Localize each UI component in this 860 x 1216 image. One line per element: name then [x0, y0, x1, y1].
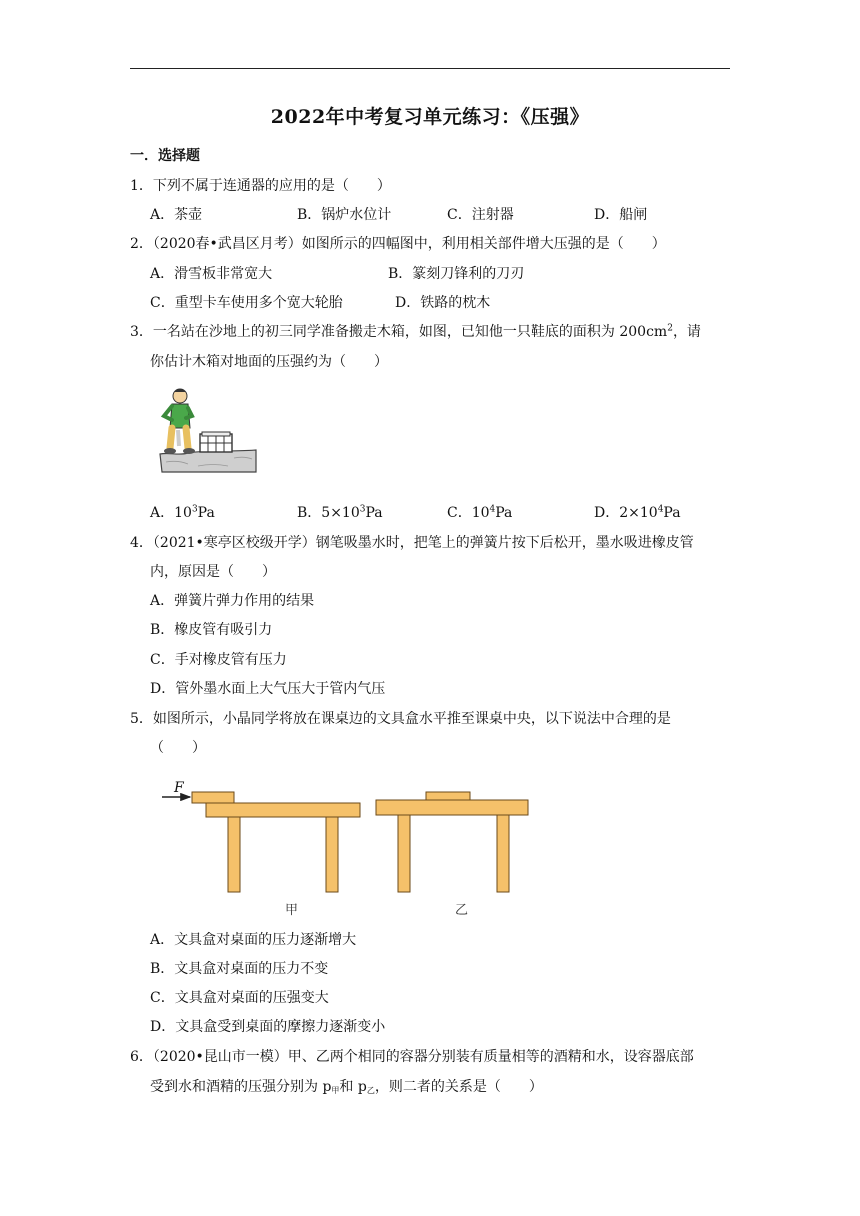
q6-stem-text-c: ，则二者的关系是（ ）	[374, 1079, 543, 1095]
q3-option-d-unit: Pa	[663, 505, 681, 521]
q5-stem-line1: 5．如图所示，小晶同学将放在课桌边的文具盒水平推至课桌中央，以下说法中合理的是	[130, 711, 671, 727]
q5-desk-left-top	[206, 803, 360, 817]
q5-pencil-box-right	[426, 792, 470, 800]
q3-option-a-exponent: 3	[191, 504, 198, 515]
q4-stem-line2: 内，原因是（ ）	[150, 564, 276, 580]
q3-option-c-unit: Pa	[495, 505, 513, 521]
q3-option-c-exponent: 4	[489, 504, 496, 515]
q1-option-a: A．茶壶	[150, 207, 203, 223]
q3-stem-tail: ，请	[672, 324, 701, 340]
header-rule	[130, 68, 730, 69]
q3-stem-text: 3．一名站在沙地上的初三同学准备搬走木箱，如图，已知他一只鞋底的面积为 200cm	[130, 324, 668, 340]
page-title: 2022年中考复习单元练习：《压强》	[270, 106, 590, 128]
q3-option-d-exponent: 4	[657, 504, 664, 515]
q3-stem-line2: 你估计木箱对地面的压强约为（ ）	[150, 354, 388, 370]
q5-label-jia: 甲	[285, 903, 299, 918]
q6-stem-line1: 6．（2020•昆山市一模）甲、乙两个相同的容器分别装有质量相等的酒精和水，设容器底部	[130, 1049, 694, 1065]
q2-option-d: D．铁路的枕木	[395, 295, 491, 311]
q5-stem-line2: （ ）	[150, 740, 206, 756]
q3-student-box-figure	[158, 386, 260, 480]
q2-option-b: B．篆刻刀锋利的刀刃	[388, 266, 525, 282]
q1-option-c: C．注射器	[447, 207, 514, 223]
q5-desk-right-top	[376, 800, 528, 815]
q4-option-b: B．橡皮管有吸引力	[150, 622, 273, 638]
q6-stem-text-a: 受到水和酒精的压强分别为 p	[150, 1079, 332, 1095]
q3-stem-line1	[130, 322, 701, 342]
q3-option-b-exponent: 3	[359, 504, 366, 515]
q5-desk-figure	[160, 772, 530, 920]
q5-option-c: C．文具盒对桌面的压强变大	[150, 990, 329, 1006]
q3-option-c-text: C．10	[447, 505, 490, 521]
section-heading: 一．选择题	[130, 148, 200, 164]
q4-option-c: C．手对橡皮管有压力	[150, 652, 287, 668]
q4-option-d: D．管外墨水面上大气压大于管内气压	[150, 681, 386, 697]
q3-option-a	[150, 503, 215, 523]
q6-subscript-yi: 乙	[366, 1086, 375, 1095]
q3-option-d-text: D．2×10	[594, 505, 658, 521]
q3-unit-exponent: 2	[667, 323, 673, 334]
q3-option-d	[594, 503, 681, 523]
q5-option-d: D．文具盒受到桌面的摩擦力逐渐变小	[150, 1019, 386, 1035]
q3-option-b	[297, 503, 383, 523]
q5-force-label: F	[174, 780, 184, 796]
q1-option-b: B．锅炉水位计	[297, 207, 392, 223]
q6-stem-text-b: 和 p	[339, 1079, 367, 1095]
q1-option-d: D．船闸	[594, 207, 648, 223]
q5-pencil-box-left	[192, 792, 234, 803]
q4-stem-line1: 4．（2021•寒亭区校级开学）钢笔吸墨水时，把笔上的弹簧片按下后松开，墨水吸进橡皮管	[130, 535, 694, 551]
q2-option-a: A．滑雪板非常宽大	[150, 266, 273, 282]
q3-option-b-text: B．5×10	[297, 505, 360, 521]
q5-label-yi: 乙	[455, 903, 469, 918]
q2-option-c: C．重型卡车使用多个宽大轮胎	[150, 295, 343, 311]
q3-option-c	[447, 503, 512, 523]
q4-option-a: A．弹簧片弹力作用的结果	[150, 593, 315, 609]
q6-subscript-jia: 甲	[331, 1086, 340, 1095]
q3-option-b-unit: Pa	[365, 505, 383, 521]
q5-option-a: A．文具盒对桌面的压力逐渐增大	[150, 932, 357, 948]
q5-option-b: B．文具盒对桌面的压力不变	[150, 961, 329, 977]
q3-option-a-text: A．10	[150, 505, 192, 521]
q2-stem: 2．（2020春•武昌区月考）如图所示的四幅图中，利用相关部件增大压强的是（ ）	[130, 236, 666, 252]
q3-option-a-unit: Pa	[197, 505, 215, 521]
q1-stem: 1．下列不属于连通器的应用的是（ ）	[130, 178, 391, 194]
q6-stem-line2	[150, 1077, 543, 1097]
